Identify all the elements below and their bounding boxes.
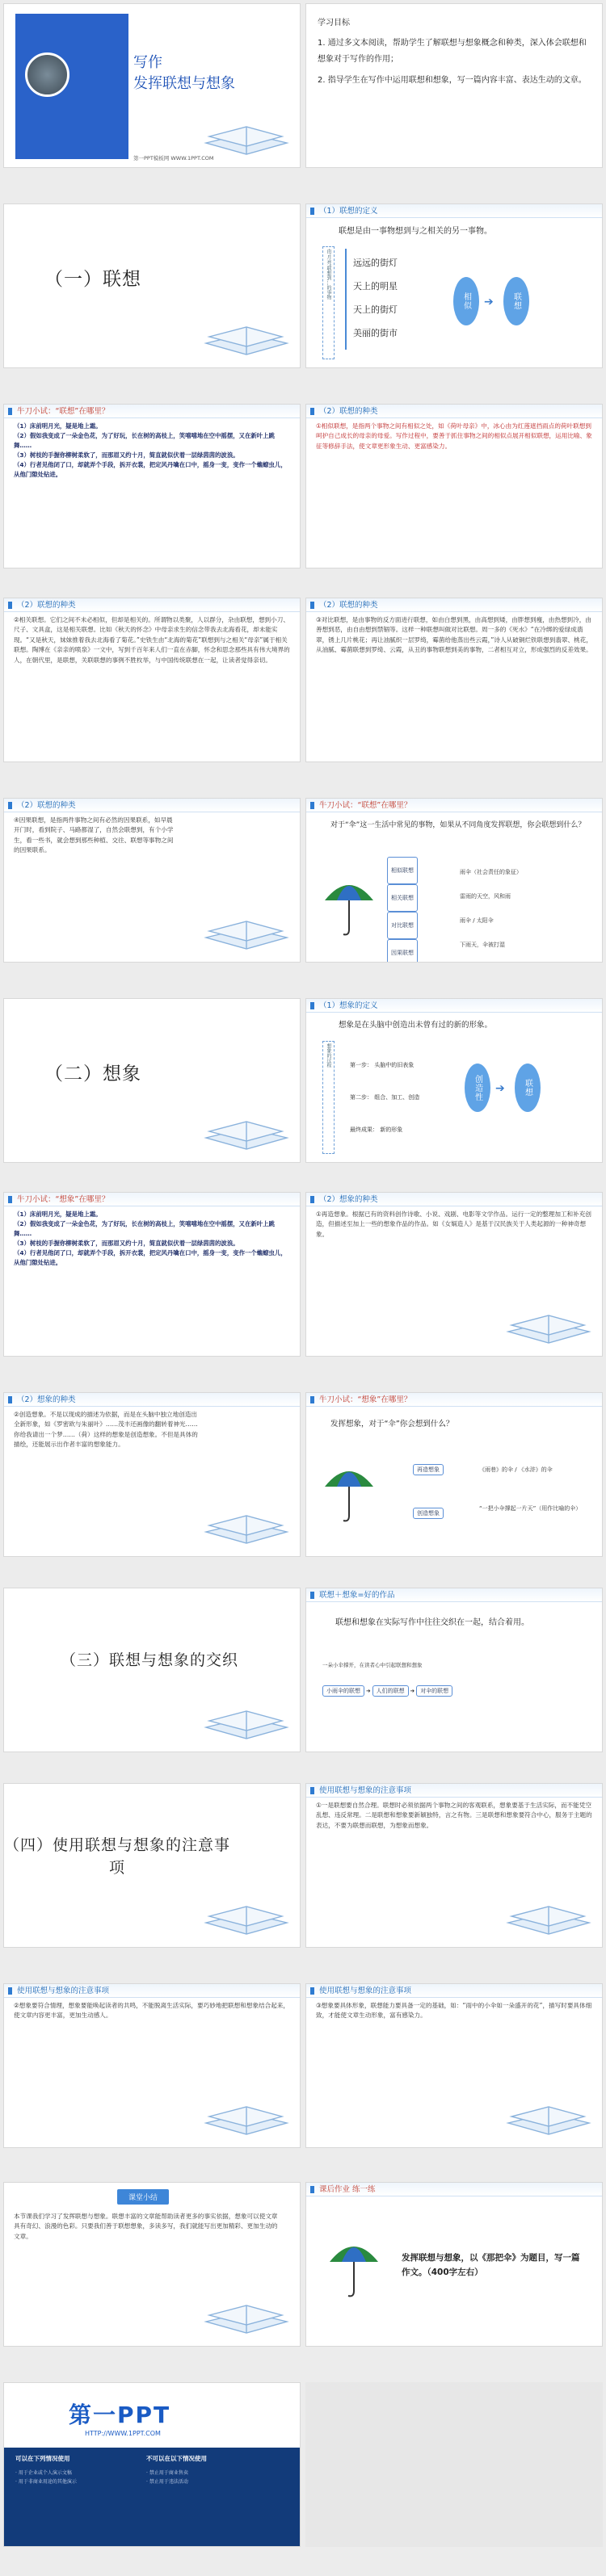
flow-step: 小雨伞的联想	[322, 1685, 364, 1697]
pair-right: 下雨天，伞被打湿	[460, 942, 505, 948]
notes-slide-1[interactable]	[305, 1783, 603, 1948]
part3-slide[interactable]	[3, 1588, 301, 1752]
part-title: （一）联想	[44, 269, 141, 290]
footer-slide[interactable]	[3, 2382, 301, 2547]
body-text: ③想象要具体形象，联想能力要具备一定的基础，如：“雨中的小伞如一朵盛开的花”，描写时要具体细致，才能使文章生动形象，富有感染力。	[316, 2002, 592, 2020]
brand-site[interactable]: HTTP://WWW.1PPT.COM	[85, 2430, 161, 2437]
list-item: 天上的明星	[353, 281, 398, 292]
books-icon	[500, 2083, 595, 2142]
cover-title-1: 写作	[133, 54, 162, 71]
summary-badge: 课堂小结	[117, 2189, 169, 2205]
pair-right: 《雨巷》的伞 / 《水浒》的伞	[479, 1466, 553, 1473]
association-definition-slide[interactable]	[305, 203, 603, 368]
mix-slide[interactable]	[305, 1588, 603, 1752]
slide-header: 使用联想与想象的注意事项	[306, 1984, 602, 1998]
notes-slide-3[interactable]	[305, 1983, 603, 2148]
step-list	[350, 1049, 419, 1146]
side-caption: 想象的过程	[322, 1041, 335, 1154]
body-text: ②相关联想。它们之间不未必相似，但却是相关的。所谓物以类聚，人以群分，杂由联想，想到小刀、尺子、文具盒，这是相关联想。比如《秋天的怀念》中母亲求生的信念带我去北海看花，却未能实现。“又是秋天，妹妹推着我去北海看了菊花。”史铁生由“北海的菊花”联想到与之相关“母亲”属于相关联想。陶博在《亲亲的喷泉》一文中，写到千百年来人们一直在赤脚，怀念和思念那些具有伟大境界的人，在朝代里，是联想，关联联想的事例不胜枚举，与中国传统联想在一起，让读者觉得亲切。	[14, 616, 290, 664]
notes-slide-2[interactable]	[3, 1983, 301, 2148]
slide-header: （2）联想的种类	[4, 799, 300, 812]
pair-left: 相似联想	[387, 857, 418, 884]
slide-header: 牛刀小试：“联想”在哪里？	[4, 405, 300, 418]
pair-right: “一把小伞撑起一片天”（用作比喻的伞）	[479, 1505, 582, 1512]
quiz-line: （2）假如我变成了一朵金色花，为了好玩，长在树的高枝上，笑嘻嘻地在空中摇摆，又在新叶上跳舞……	[14, 1220, 275, 1237]
books-icon	[198, 1687, 293, 1747]
imagination-types-slide-2[interactable]	[3, 1392, 301, 1557]
pair-right: 雷雨的天空，风和雨	[460, 893, 511, 900]
pair-right: 雨伞 / 太阳伞	[460, 917, 494, 924]
mix-flow: 小雨伞的联想 ➔ 人们的联想 ➔ 对伞的联想	[322, 1685, 452, 1697]
footer-item: · 用于非商业用途的其他演示	[15, 2479, 77, 2485]
list-item: 远远的街灯	[353, 258, 398, 268]
avatar	[25, 52, 69, 97]
association-types-slide-1[interactable]	[305, 404, 603, 568]
imagination-types-slide-1[interactable]	[305, 1192, 603, 1357]
brand-logo: 第一PPT	[69, 2402, 171, 2428]
definition-lead: 联想是由一事物想到与之相关的另一事物。	[339, 227, 492, 236]
body-text: ④因果联想，是指两件事物之间有必然的因果联系，如早晨开门时，看到院子、马路都湿了，自然会联想到，有个小学生，看一些书，就会想到那些种植、交往、联想等事物之间的因果联系。	[14, 816, 174, 854]
mix-caption: 一朵小伞撑开，在读者心中引起联想和想象	[322, 1662, 423, 1668]
step-item: 第一步： 头脑中的旧表象	[350, 1062, 415, 1068]
body-text: ③对比联想，是由事物的反方面进行联想，如由白想到黑，由高想到矮，由胖想到瘦，由热想到冷，由善想到恶，由自由想到禁锢等。这样一种联想叫做对比联想。周一多的《死水》“在冷绑的爱绿成翡翠，锈上几片桃花；再让油腻织一层罗绮，霉菌给他蒸出些云霞，”诗人从破铜烂铁联想到翡翠、桃花，从油腻、霉菌联想到罗绮、云霞，从丑的事物联想到美的事物，二者相互对立，形成强烈的反差效果。	[316, 616, 592, 654]
homework-text: 发挥联想与想象，以《那把伞》为题目，写一篇作文。（400字左右）	[402, 2253, 580, 2277]
footer-panel	[4, 2448, 301, 2547]
list-item: 天上的街灯	[353, 304, 398, 315]
quiz-umbrella-imagination-slide[interactable]	[305, 1392, 603, 1557]
goals-heading: 学习目标	[318, 19, 350, 27]
part4-slide[interactable]	[3, 1783, 301, 1948]
slide-header: （2）想象的种类	[4, 1393, 300, 1407]
flow-step: 人们的联想	[372, 1685, 409, 1697]
part-title: （三）联想与想象的交织	[60, 1651, 238, 1669]
pair-lefts	[387, 857, 418, 963]
footer-item: · 禁止用于违法活动	[146, 2479, 188, 2485]
footer-col1-list	[15, 2469, 77, 2486]
quiz-association-slide[interactable]	[3, 404, 301, 568]
slide-header: 牛刀小试：“想象”在哪里？	[306, 1393, 602, 1407]
footer-col1-title: 可以在下列情况使用	[15, 2455, 70, 2462]
slide-header: 课后作业 练一练	[306, 2183, 602, 2196]
slide-header: 使用联想与想象的注意事项	[306, 1784, 602, 1798]
slide-header: （1）联想的定义	[306, 204, 602, 218]
books-icon	[500, 1882, 595, 1942]
quiz-line: （4）行者见他闭了口，却就弄个手段，拆开衣裳，把定风丹噙在口中，摇身一变，变作一个蟭蟟虫儿，从他门隙处钻进。	[14, 461, 287, 478]
part-title: （二）想象	[44, 1064, 141, 1085]
part2-slide[interactable]	[3, 998, 301, 1163]
cover-title-2: 发挥联想与想象	[133, 75, 235, 92]
slide-header: 联想＋想象=好的作品	[306, 1588, 602, 1602]
footer-col2-title: 不可以在以下情况使用	[146, 2455, 207, 2462]
umbrella-icon	[327, 2238, 381, 2301]
quiz-question: 对于“伞”这一生活中常见的事物，如果从不同角度发挥联想，你会联想到什么？	[330, 821, 586, 829]
pair-left: 创造想象	[413, 1508, 444, 1519]
similar-oval: 相似	[453, 277, 479, 325]
books-icon	[500, 1291, 595, 1351]
quiz-line: （1）床前明月光，疑是地上霜。	[14, 1210, 102, 1218]
association-types-slide-3[interactable]	[305, 598, 603, 762]
association-types-slide-4[interactable]	[3, 798, 301, 963]
item-list	[353, 251, 398, 345]
books-icon	[198, 103, 293, 162]
bracket-line	[345, 249, 350, 350]
slide-header: 牛刀小试：“联想”在哪里？	[306, 799, 602, 812]
step-item: 第二步： 组合、加工、创造	[350, 1094, 420, 1101]
goals-item-1: 1. 通过多文本阅读，帮助学生了解联想与想象概念和种类，深入体会联想和想象对于写作的作用；	[318, 39, 587, 64]
pair-right: 雨伞（社会责任的象征）	[460, 869, 522, 875]
body-text: ①相似联想，是指两个事物之间有相似之处，如《荷叶母亲》中，冰心由为红莲遮挡雨点的荷叶联想到呵护自己成长的母亲的母爱。写作过程中，要善于抓住事物之间的相似点展开相似联想，运用比喻、象征等修辞手法，使文章更形象生动、更富感染力。	[316, 422, 592, 450]
pair-left: 因果联想	[387, 939, 418, 963]
flow-step: 对伞的联想	[416, 1685, 452, 1697]
pair-rights	[460, 860, 522, 957]
slide-header: （1）想象的定义	[306, 999, 602, 1013]
books-icon	[198, 1491, 293, 1551]
slide-header: （2）联想的种类	[4, 598, 300, 612]
goals-slide[interactable]	[305, 3, 603, 168]
footer-col2-list	[146, 2469, 188, 2486]
books-icon	[198, 1097, 293, 1157]
books-icon	[198, 2281, 293, 2341]
footer-item: · 禁止用于商业售卖	[146, 2470, 188, 2476]
slide-header: （2）联想的种类	[306, 405, 602, 418]
side-caption: 由'月亮'联想到…的事物	[322, 246, 335, 359]
body-text: ①一是联想要自然合理。联想时必须依据两个事物之间的客观联系，想象要基于生活实际，而不能凭空乱想、违反常理。二是联想和想象要新颖独特，言之有物。三是联想和想象要符合中心，服务于主题的表达，不要为联想而联想，为想象而想象。	[316, 1802, 592, 1829]
footer-item: · 用于企业或个人演示文稿	[15, 2470, 72, 2476]
quiz-question: 发挥想象，对于“伞”你会想到什么？	[330, 1420, 454, 1429]
cover-slide[interactable]	[3, 3, 301, 168]
slide-header: （2）想象的种类	[306, 1193, 602, 1206]
books-icon	[198, 1882, 293, 1942]
list-item: 美丽的街市	[353, 328, 398, 338]
arrow-icon: ➔	[484, 296, 494, 308]
cover-site: 第一PPT模板网 WWW.1PPT.COM	[133, 155, 214, 162]
step-item: 最终成果： 新的形象	[350, 1126, 403, 1133]
mix-lead: 联想和想象在实际写作中往往交织在一起，结合着用。	[335, 1618, 529, 1627]
pair-left: 再造想象	[413, 1464, 444, 1475]
books-icon	[198, 897, 293, 957]
definition-lead: 想象是在头脑中创造出未曾有过的新的形象。	[339, 1021, 493, 1030]
arrow-icon: ➔	[495, 1082, 505, 1095]
pair-left: 相关联想	[387, 884, 418, 912]
slide-header: 牛刀小试：“想象”在哪里？	[4, 1193, 300, 1206]
body-text: ①再造想象。根据已有的资料创作诗歌、小说、戏剧、电影等文学作品。运行一定的整理加工和补充创造，但描述至加上一些的想象作品的作品。如《女娲造人》是基于汉民族关于人类起源的一种神奇想象。	[316, 1210, 591, 1238]
books-icon	[198, 303, 293, 363]
body-text: ②想象要符合情理，想象要能唤起读者的共鸣，不能脱离生活实际，要巧妙地把联想和想象结合起来，使文章内容更丰富，更加生动感人。	[14, 2002, 289, 2020]
quiz-imagination-slide[interactable]	[3, 1192, 301, 1357]
body-text: ②创造想象。不是以现成的描述为依据，而是在头脑中独立地创造出全新形象，如《罗密欧与朱丽叶》……茂丰还画像的翻转着神光……你给我请出一个梦……（荷）这样的想象是创造想象。不但是具体的描绘，还能展示出作者丰富的想象能力。	[14, 1411, 198, 1449]
umbrella-icon	[322, 1462, 376, 1525]
pair-left: 对比联想	[387, 912, 418, 939]
slide-header: 使用联想与想象的注意事项	[4, 1984, 300, 1998]
blank-slide	[305, 2382, 603, 2547]
association-types-slide-2[interactable]	[3, 598, 301, 762]
quiz-line: （1）床前明月光，疑是地上霜。	[14, 422, 102, 430]
part-title: （四）使用联想与想象的注意事项	[4, 1836, 231, 1877]
association-oval: 联想	[515, 1064, 541, 1112]
quiz-line: （3）树枝的手握你柳树柔软了，而那眉又约十月，简直就似伏着一层绿茵茵的波浪。	[14, 451, 239, 459]
quiz-line: （2）假如我变成了一朵金色花，为了好玩，长在树的高枝上，笑嘻嘻地在空中摇摆，又在新叶上跳舞……	[14, 432, 275, 449]
homework-slide[interactable]	[305, 2182, 603, 2347]
body-text: 本节课我们学习了发挥联想与想象。联想丰富的文章能帮助读者更多的事实依据，想象可以使文章具有奇幻、浪漫的色彩。只要我们善于联想想象，多读多写，我们就能写出更加精彩、更加生动的文章。	[14, 2213, 278, 2240]
summary-slide[interactable]	[3, 2182, 301, 2347]
goals-item-2: 2. 指导学生在写作中运用联想和想象，写一篇内容丰富、表达生动的文章。	[318, 76, 587, 85]
creativity-oval: 创造性	[465, 1064, 490, 1112]
imagination-definition-slide[interactable]	[305, 998, 603, 1163]
slide-header: （2）联想的种类	[306, 598, 602, 612]
books-icon	[198, 2083, 293, 2142]
association-oval: 联想	[503, 277, 529, 325]
umbrella-icon	[322, 876, 376, 939]
part1-slide[interactable]	[3, 203, 301, 368]
quiz-umbrella-association-slide[interactable]	[305, 798, 603, 963]
quiz-line: （4）行者见他闭了口，却就弄个手段，拆开衣裳，把定风丹噙在口中，摇身一变，变作一个蟭蟟虫儿，从他门隙处钻进。	[14, 1249, 287, 1266]
quiz-line: （3）树枝的手握你柳树柔软了，而那眉又约十月，简直就似伏着一层绿茵茵的波浪。	[14, 1240, 239, 1247]
